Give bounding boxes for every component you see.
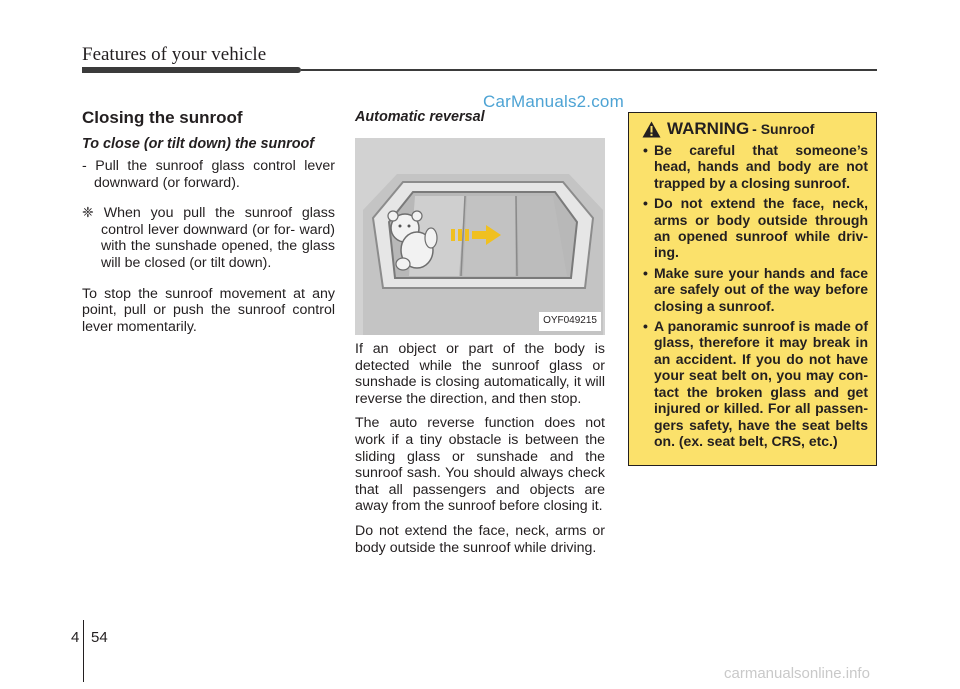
header-rule-thin (301, 69, 877, 71)
sunroof-drawing (355, 138, 605, 335)
page-header-title: Features of your vehicle (82, 44, 267, 65)
warning-item: • A panoramic sunroof is made of glass, therefore it may break in an accident. If you do not have your seat belt on, you may con- tact the broken glass and get injured or killed. For all passen- gers safety, have the seat belts on. (ex. seat belt, CRS, etc.) (643, 318, 868, 449)
warning-subtitle: - Sunroof (752, 121, 815, 138)
close-subheading: To close (or tilt down) the sunroof (82, 136, 315, 152)
stop-paragraph: To stop the sunroof movement at any point, pull or push the sunroof control lever momentarily. (82, 285, 335, 335)
warning-title (637, 121, 868, 138)
warning-item: • Do not extend the face, neck, arms or body outside through an opened sunroof while driv- ing. (643, 195, 868, 261)
section-number: 4 (71, 629, 80, 646)
page-number-rule (83, 620, 84, 682)
page-number: 54 (91, 629, 108, 646)
watermark-bottom-link[interactable]: carmanualsonline.info (724, 665, 870, 682)
watermark-top-link[interactable]: CarManuals2.com (483, 92, 624, 111)
reversal-paragraph-2: The auto reverse function does not work if a tiny obstacle is between the sliding glass or sunshade and the sunroof sash. You should always check that all passengers and objects are away from the sunroof before closing it. (355, 415, 605, 515)
warning-box (628, 112, 877, 466)
section-heading: Closing the sunroof (82, 108, 243, 127)
warning-label: WARNING (667, 119, 750, 139)
warning-triangle-icon (642, 121, 661, 138)
auto-reversal-subheading: Automatic reversal (355, 109, 485, 125)
reversal-paragraph-3: Do not extend the face, neck, arms or body outside the sunroof while driving. (355, 522, 605, 556)
warning-item: • Be careful that someone’s head, hands and body are not trapped by a closing sunroof. (643, 142, 868, 191)
left-column (82, 108, 335, 343)
figure-code: OYF049215 (539, 312, 601, 331)
reversal-paragraph-1: If an object or part of the body is detected while the sunroof glass or sunshade is closing automatically, it will reverse the direction, and then stop. (355, 341, 605, 407)
header-rule-thick (82, 67, 301, 73)
middle-column (355, 108, 605, 564)
close-note: ❈ When you pull the sunroof glass control lever downward (or for- ward) with the sunshade opened, the glass will be closed (or tilt down). (82, 205, 335, 271)
warning-item: • Make sure your hands and face are safely out of the way before closing a sunroof. (643, 264, 868, 314)
sunroof-illustration (355, 138, 605, 335)
close-step: - Pull the sunroof glass control lever downward (or forward). (82, 158, 335, 191)
